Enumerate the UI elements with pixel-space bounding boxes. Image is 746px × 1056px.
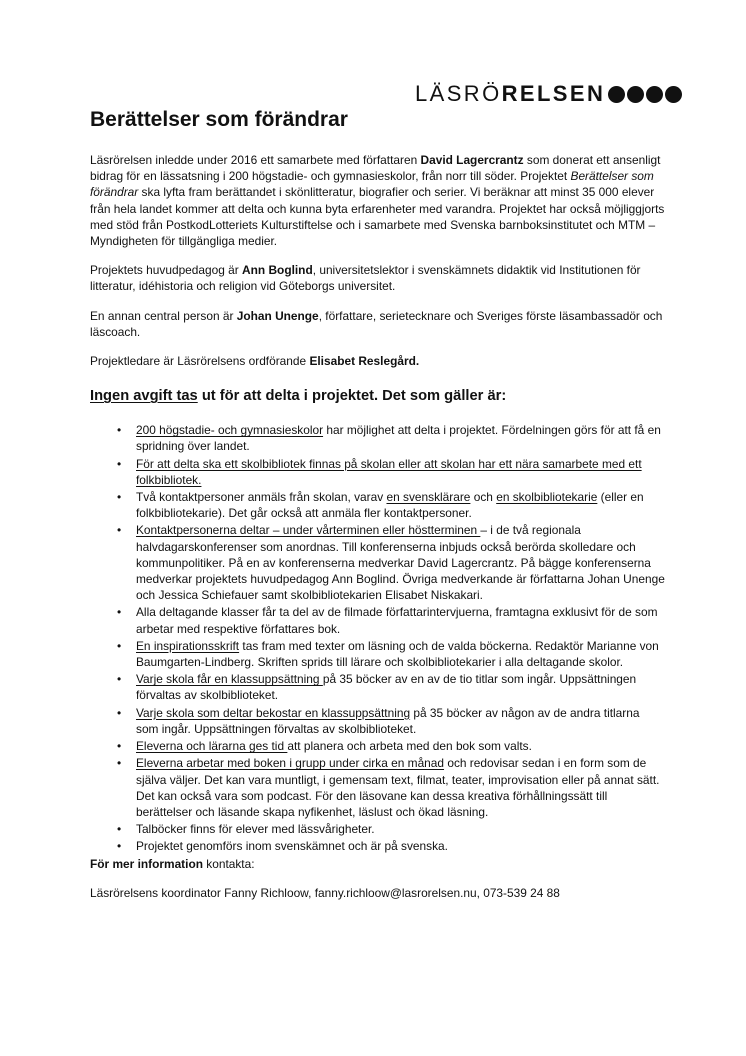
intro-text: Läsrörelsen inledde under 2016 ett samarbete med författaren bbox=[90, 153, 421, 167]
list-item bbox=[90, 755, 665, 820]
contact-line: Läsrörelsens koordinator Fanny Richloow, fanny.richloow@lasrorelsen.nu, 073-539 24 88 bbox=[90, 885, 560, 900]
more-info-line bbox=[90, 856, 665, 872]
bullet-icon: • bbox=[117, 490, 122, 505]
item-text: på 35 böcker av någon av de andra titlarna som ingår. Uppsättningen förvaltas av skolbiblioteket. bbox=[136, 705, 640, 736]
intro-author-name: David Lagercrantz bbox=[420, 153, 524, 167]
item-text: Projektet genomförs inom svenskämnet och är på svenska. bbox=[136, 839, 448, 854]
leader-paragraph bbox=[90, 353, 665, 369]
intro-text: ska lyfta fram berättandet i skönlitteratur, biografier och serier. Vi beräknar att minst 35 000 elever från hela landet kommer att delta och kunna byta erfarenheter med varandra. Projektet har också möjliggjorts med stöd från PostkodLotteriets Kulturstiftelse och i samarbete med Svenska barnboksinstitutet och MTM – Myndigheten för tillgängliga medier. bbox=[90, 185, 665, 249]
list-item bbox=[90, 821, 665, 837]
logo-dot bbox=[646, 86, 663, 103]
item-text: – i de två regionala halvdagarskonferenser som anordnas. Till konferenserna inbjuds också berörda skolledare och kommunpolitiker. På en av konferenserna medverkar David Lagercrantz. På bägge konferenserna medverkar projektets huvudpedagog Ann Boglind. Övriga medverkande är författarna Johan Unenge och Jessica Schiefauer samt skolbibliotekarien Elisabet Niskakari. bbox=[136, 523, 665, 603]
item-text: tas fram med texter om läsning och de valda böckerna. Redaktör Marianne von Baumgarten-Lindberg. Skriften sprids till lärare och skolbibliotekarier i alla deltagande skolor. bbox=[136, 638, 659, 670]
list-item bbox=[90, 738, 665, 754]
bullet-icon: • bbox=[117, 839, 122, 854]
item-underlined: en svensklärare bbox=[386, 490, 471, 505]
central-paragraph bbox=[90, 308, 665, 340]
list-item bbox=[90, 456, 665, 488]
pedagog-name: Ann Boglind bbox=[242, 263, 313, 278]
logo-text-bold: RELSEN bbox=[501, 81, 606, 106]
bullet-icon: • bbox=[117, 605, 122, 620]
intro-paragraph bbox=[90, 152, 665, 249]
list-item bbox=[90, 638, 665, 670]
bullet-icon: • bbox=[117, 423, 122, 438]
bullet-icon: • bbox=[117, 822, 122, 837]
bullet-icon: • bbox=[117, 638, 122, 653]
item-underlined: Eleverna och lärarna ges tid bbox=[136, 739, 288, 754]
list-item bbox=[90, 705, 665, 737]
item-underlined: En inspirationsskrift bbox=[136, 638, 240, 653]
logo-text-thin: LÄSRÖ bbox=[415, 81, 502, 106]
item-underlined: Eleverna arbetar med boken i grupp under cirka en månad bbox=[136, 756, 445, 771]
lasrorelsen-logo bbox=[415, 81, 682, 107]
bullet-icon: • bbox=[117, 739, 122, 754]
item-underlined: För att delta ska ett skolbibliotek finnas på skolan eller att skolan har ett nära samarbete med ett folkbibliotek. bbox=[136, 456, 642, 487]
pedagog-text: , universitetslektor i svenskämnets didaktik vid Institutionen för litteratur, idéhistoria och religion vid Göteborgs universitet. bbox=[90, 263, 641, 294]
item-text: Alla deltagande klasser får ta del av de filmade författarintervjuerna, framtagna exklusivt för de som arbetar med respektive författares bok. bbox=[136, 605, 658, 636]
item-underlined: Kontaktpersonerna deltar – under vårterminen eller höstterminen bbox=[136, 523, 481, 538]
bullet-icon: • bbox=[117, 705, 122, 720]
pedagog-text: Projektets huvudpedagog är bbox=[90, 263, 243, 278]
heading-text: ut för att delta i projektet. Det som gäller är: bbox=[197, 388, 507, 405]
bullet-icon: • bbox=[117, 756, 122, 771]
list-item bbox=[90, 604, 665, 636]
conditions-list bbox=[90, 422, 665, 854]
intro-project-name: Berättelser som förändrar bbox=[90, 169, 654, 200]
list-item bbox=[90, 489, 665, 521]
section-heading bbox=[90, 387, 665, 405]
logo-dot bbox=[665, 86, 682, 103]
list-item bbox=[90, 422, 665, 454]
item-underlined: 200 högstadie- och gymnasieskolor bbox=[136, 423, 324, 438]
document-body bbox=[90, 152, 665, 914]
item-text: Två kontaktpersoner anmäls från skolan, varav bbox=[136, 490, 387, 505]
logo-dots bbox=[608, 86, 682, 103]
item-underlined: Varje skola får en klassuppsättning bbox=[136, 672, 323, 687]
bullet-icon: • bbox=[117, 672, 122, 687]
item-text: har möjlighet att delta i projektet. Fördelningen görs för att få en spridning över landet. bbox=[136, 423, 661, 454]
item-text: och bbox=[470, 490, 497, 505]
more-info-text: kontakta: bbox=[202, 856, 255, 871]
pedagog-paragraph bbox=[90, 262, 665, 294]
leader-name: Elisabet Reslegård. bbox=[309, 354, 420, 369]
central-text: En annan central person är bbox=[90, 308, 237, 323]
logo-dot bbox=[627, 86, 644, 103]
document-title: Berättelser som förändrar bbox=[90, 108, 348, 131]
list-item bbox=[90, 522, 665, 603]
leader-text: Projektledare är Läsrörelsens ordförande bbox=[90, 354, 310, 369]
list-item bbox=[90, 671, 665, 703]
item-text: och redovisar sedan i en form som de själva väljer. Det kan vara muntligt, i gemensam text, filmat, teater, improvisation eller på annat sätt. Det kan också vara som podcast. För den läsovane kan dessa kreativa förhållningssätt till berättelser och läsande skapa nyfikenhet, läslust och ökad läsning. bbox=[136, 756, 660, 819]
intro-text: som donerat ett ansenligt bidrag för en lässatsning i 200 högstadie- och gymnasieskolor, från norr till söder. Projektet bbox=[90, 153, 661, 184]
logo-dot bbox=[608, 86, 625, 103]
bullet-icon: • bbox=[117, 456, 122, 471]
central-name: Johan Unenge bbox=[236, 308, 319, 323]
item-underlined: en skolbibliotekarie bbox=[496, 490, 598, 505]
central-text: , författare, serietecknare och Sveriges förste läsambassadör och läscoach. bbox=[90, 308, 663, 339]
item-text: Talböcker finns för elever med lässvårigheter. bbox=[136, 822, 375, 837]
item-text: på 35 böcker av en av de tio titlar som ingår. Uppsättningen förvaltas av skolbiblioteket. bbox=[136, 672, 637, 703]
heading-underlined: Ingen avgift tas bbox=[90, 388, 198, 405]
item-text: (eller en folkbibliotekarie). Det går också att anmäla fler kontaktpersoner. bbox=[136, 490, 644, 521]
bullet-icon: • bbox=[117, 523, 122, 538]
item-text: att planera och arbeta med den bok som valts. bbox=[287, 739, 532, 754]
list-item bbox=[90, 838, 665, 854]
more-info-bold: För mer information bbox=[90, 856, 203, 871]
item-underlined: Varje skola som deltar bekostar en klassuppsättning bbox=[136, 705, 411, 720]
